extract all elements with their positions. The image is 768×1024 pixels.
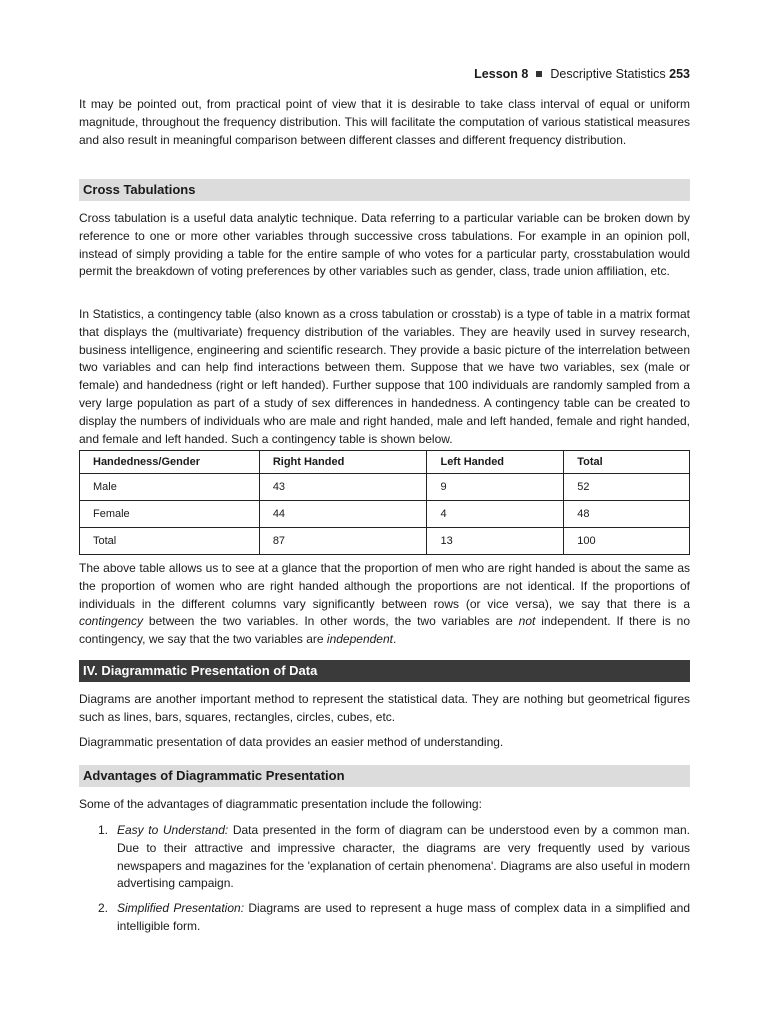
table-header-row: [80, 451, 690, 474]
list-item-text: Data presented in the form of diagram can be understood even by a common man. Due to their attractive and impressive character, the diagrams are very frequently used by various newspapers and magazines for the 'explanation of certain phenomena'. Diagrams are also useful in modern advertising campaign.: [117, 823, 690, 891]
advantages-intro-block: [79, 796, 690, 814]
section-heading-text: Advantages of Diagrammatic Presentation: [83, 768, 345, 783]
bullet-separator-icon: [536, 71, 542, 77]
text-run: independent. If there is no contingency, we say that the two variables are: [79, 614, 691, 647]
contingency-table: [79, 450, 690, 555]
section-heading-text: IV. Diagrammatic Presentation of Data: [83, 663, 318, 678]
list-item-title: Simplified Presentation:: [117, 901, 245, 916]
emphasis-not: not: [518, 614, 536, 629]
advantages-list-block: [79, 822, 690, 936]
table-cell: 43: [259, 474, 427, 501]
list-item-number: 1.: [98, 823, 109, 837]
cross-paragraph-1-block: [79, 210, 690, 281]
section-heading-cross-tabulations: [79, 179, 690, 201]
list-item-number: 2.: [98, 901, 109, 916]
table-row: [80, 501, 690, 528]
intro-paragraph: It may be pointed out, from practical point of view that it is desirable to take class interval of equal or uniform magnitude, throughout the frequency distribution. This will facilitate the computation of various statistical measures and also result in meaningful comparison between different classes and different frequency distribution.: [79, 97, 690, 147]
table-header-cell: Handedness/Gender: [80, 451, 260, 474]
table-cell: 100: [564, 528, 690, 555]
text-run: The above table allows us to see at a glance that the proportion of men who are right handed is about the same as the proportion of women who are right handed although the proportions are not identical. If the proportions of individuals in the different columns vary significantly between rows (or vice versa), we say that there is a: [79, 561, 690, 611]
list-item-title: Easy to Understand:: [117, 823, 229, 837]
diagram-paragraph-1-block: [79, 691, 690, 727]
table-header-cell: Total: [564, 451, 690, 474]
diagram-paragraph-2-block: [79, 734, 690, 752]
table-cell: Female: [80, 501, 260, 528]
list-item: [79, 822, 690, 893]
chapter-title: Descriptive Statistics: [550, 67, 666, 81]
cross-paragraph-3-block: [79, 560, 690, 649]
table-cell: 4: [427, 501, 564, 528]
table-cell: 13: [427, 528, 564, 555]
cross-paragraph-2: In Statistics, a contingency table (also known as a cross tabulation or crosstab) is a type of table in a matrix format that displays the (multivariate) frequency distribution of the variables. They are heavily used in survey research, business intelligence, engineering and scientific research. They provide a basic picture of the interrelation between two variables and can help find interactions between them. Suppose that we have two variables, sex (male or female) and handedness (right or left handed). Further suppose that 100 individuals are randomly sampled from a very large population as part of a study of sex differences in handedness. A contingency table can be created to display the numbers of individuals who are male and right handed, male and left handed, female and right handed, and female and left handed. Such a contingency table is shown below.: [79, 307, 690, 446]
intro-paragraph-block: [79, 96, 690, 149]
table-header-cell: Left Handed: [427, 451, 564, 474]
table-row: [80, 528, 690, 555]
section-heading-advantages: [79, 765, 690, 787]
text-run: .: [393, 632, 397, 647]
table-cell: Male: [80, 474, 260, 501]
advantages-intro: Some of the advantages of diagrammatic presentation include the following:: [79, 797, 482, 811]
table-cell: 48: [564, 501, 690, 528]
cross-paragraph-1: Cross tabulation is a useful data analytic technique. Data referring to a particular variable can be broken down by reference to one or more other variables through successive cross tabulations. For example in an opinion poll, instead of simply providing a table for the entire sample of who votes for a particular party, crosstabulation would permit the breakdown of voting preferences by other variables such as gender, class, trade union affiliation, etc.: [79, 211, 690, 279]
table-cell: 9: [427, 474, 564, 501]
section-heading-diagrammatic: [79, 660, 690, 682]
section-heading-text: Cross Tabulations: [83, 182, 196, 197]
table-cell: 52: [564, 474, 690, 501]
table-cell: 44: [259, 501, 427, 528]
emphasis-contingency: contingency: [79, 614, 144, 629]
cross-paragraph-3: [79, 560, 690, 649]
table-header-cell: Right Handed: [259, 451, 427, 474]
list-item: [79, 900, 690, 936]
page-number: 253: [669, 67, 690, 81]
list-item-text: Diagrams are used to represent a huge mass of complex data in a simplified and intelligible form.: [117, 901, 690, 933]
diagram-paragraph-1: Diagrams are another important method to represent the statistical data. They are nothing but geometrical figures such as lines, bars, squares, rectangles, circles, cubes, etc.: [79, 692, 690, 724]
cross-paragraph-2-block: [79, 306, 690, 448]
page-header: [474, 67, 690, 81]
lesson-label: Lesson 8: [474, 67, 529, 81]
table-cell: Total: [80, 528, 260, 555]
contingency-table-block: [79, 450, 690, 555]
emphasis-independent: independent: [326, 632, 393, 647]
advantages-list: [79, 822, 690, 936]
text-run: between the two variables. In other words, the two variables are: [143, 614, 519, 629]
table-row: [80, 474, 690, 501]
diagram-paragraph-2: Diagrammatic presentation of data provides an easier method of understanding.: [79, 735, 504, 749]
table-cell: 87: [259, 528, 427, 555]
